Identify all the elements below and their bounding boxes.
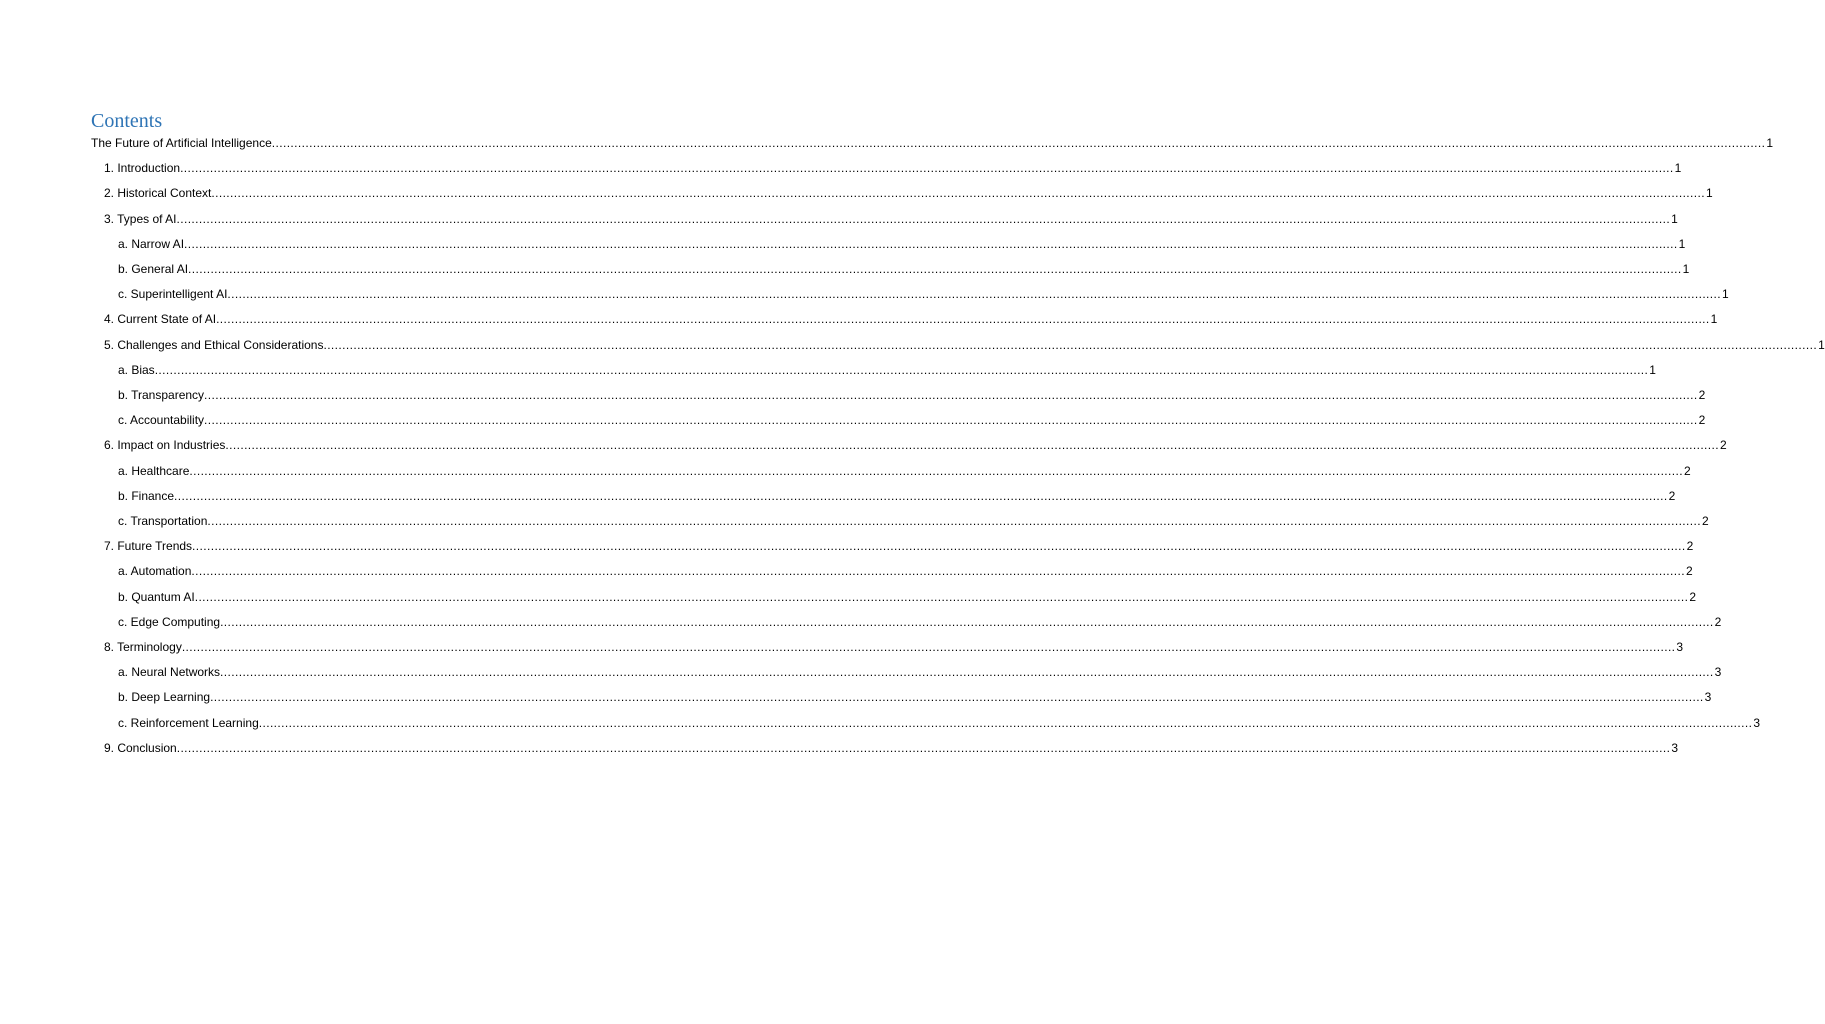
toc-entry[interactable] (0, 711, 1761, 736)
toc-page-number: 1 (1678, 236, 1686, 251)
toc-entry[interactable] (0, 207, 1678, 232)
toc-entry-title: 6. Impact on Industries (104, 438, 226, 453)
toc-entry[interactable] (0, 232, 1686, 257)
toc-page-number: 1 (1649, 362, 1656, 377)
toc-entry-title: 3. Types of AI (104, 211, 177, 226)
toc-dot-leader: ................................................................................................................................................................................................................................................................................................................................................................................................................ (220, 614, 1714, 629)
toc-entry-title: 2. Historical Context (104, 186, 212, 201)
toc-page-number: 1 (1674, 161, 1682, 176)
toc-dot-leader: ................................................................................................................................................................................................................................................................................................................................................................................................................ (258, 715, 1753, 730)
toc-dot-leader: ................................................................................................................................................................................................................................................................................................................................................................................................................ (192, 539, 1686, 554)
toc-entry-title: c. Reinforcement Learning (118, 715, 259, 730)
toc-entry-title: c. Accountability (118, 413, 205, 428)
toc-heading: Contents (91, 110, 163, 132)
toc-dot-leader: ................................................................................................................................................................................................................................................................................................................................................................................................................ (207, 514, 1701, 528)
toc-entry[interactable] (0, 156, 1682, 181)
toc-dot-leader: ................................................................................................................................................................................................................................................................................................................................................................................................................ (184, 236, 1678, 251)
toc-dot-leader: ................................................................................................................................................................................................................................................................................................................................................................................................................ (204, 388, 1698, 402)
toc-dot-leader: ................................................................................................................................................................................................................................................................................................................................................................................................................ (181, 640, 1676, 654)
toc-dot-leader: ................................................................................................................................................................................................................................................................................................................................................................................................................ (210, 690, 1704, 705)
toc-entry-title: b. Transparency (118, 388, 205, 402)
toc-entry-title: 8. Terminology (104, 640, 182, 654)
toc-entry[interactable] (0, 408, 1706, 433)
toc-page-number: 2 (1698, 388, 1706, 402)
toc-page-number: 1 (1671, 211, 1678, 226)
toc-entry[interactable] (0, 257, 1690, 282)
toc-dot-leader: ................................................................................................................................................................................................................................................................................................................................................................................................................ (204, 413, 1698, 428)
toc-page-number: 1 (1818, 337, 1825, 352)
toc-entry[interactable] (0, 635, 1684, 660)
toc-dot-leader: ................................................................................................................................................................................................................................................................................................................................................................................................................ (216, 312, 1710, 327)
toc-dot-leader: ................................................................................................................................................................................................................................................................................................................................................................................................................ (225, 438, 1719, 453)
toc-entry-title: The Future of Artificial Intelligence (91, 136, 272, 150)
toc-entry-title: 5. Challenges and Ethical Considerations (104, 337, 324, 352)
toc-entry-title: 4. Current State of AI (104, 312, 217, 327)
toc-page-number: 2 (1686, 539, 1694, 554)
toc-page-number: 2 (1698, 413, 1706, 428)
toc-entry[interactable] (0, 484, 1676, 509)
toc-entry[interactable] (0, 181, 1713, 206)
toc-dot-leader: ................................................................................................................................................................................................................................................................................................................................................................................................................ (227, 287, 1721, 302)
toc-page-number: 2 (1683, 463, 1691, 478)
toc-entry[interactable] (0, 660, 1722, 685)
toc-entry-title: b. Deep Learning (118, 690, 211, 705)
toc-entry-title: c. Superintelligent AI (118, 287, 228, 302)
toc-entry[interactable] (0, 307, 1718, 332)
toc-entry-title: b. General AI (118, 262, 189, 276)
toc-dot-leader: ................................................................................................................................................................................................................................................................................................................................................................................................................ (154, 362, 1649, 377)
toc-page-number: 3 (1671, 740, 1678, 755)
toc-entry-title: b. Finance (118, 488, 175, 503)
toc-page-number: 2 (1668, 488, 1676, 503)
toc-page-number: 3 (1714, 665, 1722, 680)
toc-entry[interactable] (0, 282, 1729, 307)
toc-dot-leader: ................................................................................................................................................................................................................................................................................................................................................................................................................ (323, 337, 1818, 352)
toc-dot-leader: ................................................................................................................................................................................................................................................................................................................................................................................................................ (180, 161, 1674, 176)
toc-entry-title: 1. Introduction (104, 161, 181, 176)
toc-dot-leader: ................................................................................................................................................................................................................................................................................................................................................................................................................ (189, 463, 1683, 478)
toc-entry[interactable] (0, 610, 1722, 635)
toc-entry[interactable] (0, 585, 1696, 610)
toc-entry[interactable] (0, 459, 1691, 484)
toc-page-number: 3 (1704, 690, 1712, 705)
toc-entry-title: a. Bias (118, 362, 155, 377)
toc-entry[interactable] (0, 509, 1709, 534)
toc-entry-title: 7. Future Trends (104, 539, 193, 554)
toc-dot-leader: ................................................................................................................................................................................................................................................................................................................................................................................................................ (194, 589, 1689, 604)
toc-page-number: 1 (1705, 186, 1713, 201)
toc-dot-leader: ................................................................................................................................................................................................................................................................................................................................................................................................................ (188, 262, 1682, 276)
toc-entry-title: a. Healthcare (118, 463, 190, 478)
toc-entry[interactable] (0, 358, 1656, 383)
toc-entry[interactable] (0, 383, 1706, 408)
toc-page-number: 1 (1722, 287, 1729, 302)
toc-page-number: 3 (1753, 715, 1761, 730)
toc-page-number: 2 (1685, 564, 1693, 579)
toc-dot-leader: ................................................................................................................................................................................................................................................................................................................................................................................................................ (220, 665, 1714, 680)
toc-entry[interactable] (0, 736, 1678, 761)
toc-page-number: 2 (1714, 614, 1722, 629)
toc-page-number: 1 (1766, 136, 1774, 150)
toc-entry[interactable] (0, 433, 1727, 458)
toc-dot-leader: ................................................................................................................................................................................................................................................................................................................................................................................................................ (271, 136, 1766, 150)
toc-entry[interactable] (0, 685, 1712, 710)
toc-entry-title: b. Quantum AI (118, 589, 195, 604)
toc-entry[interactable] (0, 333, 1825, 358)
toc-page-number: 2 (1689, 589, 1696, 604)
toc-entry[interactable] (0, 534, 1694, 559)
toc-dot-leader: ................................................................................................................................................................................................................................................................................................................................................................................................................ (176, 211, 1671, 226)
toc-entry[interactable] (0, 131, 1774, 156)
toc-dot-leader: ................................................................................................................................................................................................................................................................................................................................................................................................................ (176, 740, 1671, 755)
toc-entry[interactable] (0, 559, 1693, 584)
toc-entry-title: a. Automation (118, 564, 192, 579)
toc-page-number: 3 (1676, 640, 1684, 654)
toc-page-number: 2 (1720, 438, 1727, 453)
toc-dot-leader: ................................................................................................................................................................................................................................................................................................................................................................................................................ (191, 564, 1685, 579)
toc-entry-title: a. Neural Networks (118, 665, 221, 680)
toc-entry-title: c. Edge Computing (118, 614, 221, 629)
toc-entry-title: a. Narrow AI (118, 236, 185, 251)
toc-page-number: 1 (1682, 262, 1690, 276)
toc-dot-leader: ................................................................................................................................................................................................................................................................................................................................................................................................................ (211, 186, 1705, 201)
toc-page-number: 1 (1710, 312, 1718, 327)
toc-dot-leader: ................................................................................................................................................................................................................................................................................................................................................................................................................ (174, 488, 1668, 503)
toc-entry-title: c. Transportation (118, 514, 208, 528)
toc-page-number: 2 (1701, 514, 1709, 528)
toc-entry-title: 9. Conclusion (104, 740, 177, 755)
